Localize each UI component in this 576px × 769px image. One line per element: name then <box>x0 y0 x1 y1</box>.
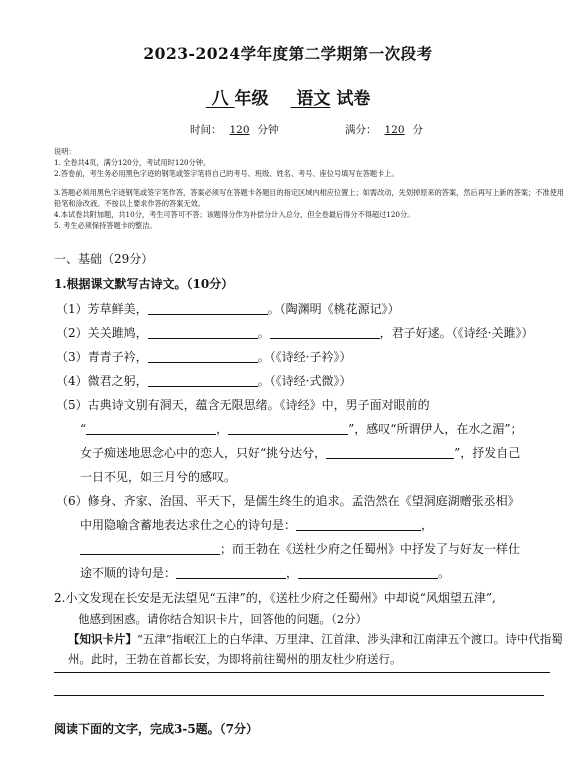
answer-blank[interactable] <box>86 422 216 435</box>
instruction-4: 4.本试卷共附加题，共10分，考生可答可不答；该题得分作为补偿分计入总分，但全卷最后得分不得超过120分。 <box>54 210 415 219</box>
q1-item-3: （3）青青子衿， 。（《诗经·子衿》） <box>56 350 352 364</box>
exam-subtitle <box>0 84 576 109</box>
q1-item-6-line-4: 途不顺的诗句是： ， 。 <box>80 566 451 580</box>
answer-blank[interactable] <box>148 326 258 339</box>
answer-blank[interactable] <box>148 350 258 363</box>
q1-item-5: （5）古典诗文别有洞天，蕴含无限思绪。《诗经》中，男子面对眼前的 <box>56 398 430 412</box>
answer-blank[interactable] <box>148 302 268 315</box>
q1-item-5-line-3: 女子痴迷地思念心中的恋人，只好“挑兮达兮， ”，抒发自己 <box>80 446 521 460</box>
time-value: 120 <box>229 124 250 136</box>
time-info: 时间： 120 分钟 <box>190 124 279 136</box>
instruction-3: 3.答题必须用黑色字迹钢笔或签字笔作答，答案必须写在答题卡各题目的指定区域内相应位置上；如需改动，先划掉原来的答案，然后再写上新的答案；不准使用铅笔和涂改液。不按以上要求作答的答案无效。 <box>54 188 564 208</box>
answer-blank[interactable] <box>148 374 258 387</box>
answer-blank[interactable] <box>298 566 438 579</box>
reading-instruction: 阅读下面的文字，完成3-5题。（7分） <box>54 722 259 736</box>
grade-value: 八 <box>211 89 229 109</box>
answer-blank[interactable] <box>80 542 220 555</box>
question-2-body <box>68 609 568 669</box>
question-1-title: 1.根据课文默写古诗文。（10分） <box>54 277 234 291</box>
knowledge-card-text: “五津”指岷江上的白华津、万里津、江首津、涉头津和江南津五个渡口。诗中代指蜀州。此时，王勃在首都长安，为即将前往蜀州的朋友杜少府送行。 <box>68 632 563 666</box>
instructions <box>54 146 564 231</box>
question-2-prompt: 他感到困惑。请你结合知识卡片，回答他的问题。（2分） <box>78 612 368 626</box>
knowledge-card-label: 【知识卡片】 <box>68 632 137 646</box>
instructions-heading: 说明： <box>54 147 76 156</box>
answer-blank[interactable] <box>326 446 454 459</box>
q1-item-1: （1）芳草鲜美， 。（陶渊明《桃花源记》） <box>56 302 400 316</box>
q1-item-6-line-3: ；而王勃在《送杜少府之任蜀州》中抒发了与好友一样仕 <box>80 540 520 557</box>
score-value: 120 <box>384 124 405 136</box>
subject-suffix: 试卷 <box>336 89 371 109</box>
q1-item-6-line-2: 中用隐喻含蓄地表达求仕之心的诗句是： ， <box>80 518 434 532</box>
knowledge-card <box>68 629 568 669</box>
instruction-5: 5. 考生必须保持答题卡的整洁。 <box>54 221 157 230</box>
answer-blank[interactable] <box>228 422 348 435</box>
q1-item-5-line-4: 一日不见，如三月兮的感叹。 <box>80 470 237 484</box>
score-info: 满分： 120 分 <box>345 124 424 136</box>
answer-blank[interactable] <box>270 326 380 339</box>
q1-item-4: （4）微君之躬， 。（《诗经·式微》） <box>56 374 352 388</box>
q1-item-6: （6）修身、齐家、治国、平天下，是儒生终生的追求。孟浩然在《望洞庭湖赠张丞相》 <box>56 494 520 508</box>
answer-blank[interactable] <box>176 566 286 579</box>
instruction-2: 2.答卷前，考生务必用黑色字迹的钢笔或签字笔将自己的考号、班级、姓名、考号、座位号填写在答题卡上。 <box>54 169 399 178</box>
exam-title: 2023-2024学年度第二学期第一次段考 <box>143 44 433 63</box>
instruction-1: 1. 全卷共4页，满分120分，考试用时120分钟。 <box>54 158 211 167</box>
q1-item-2: （2）关关雎鸠， 。 ，君子好逑。（《诗经·关雎》） <box>56 326 534 340</box>
question-2-title: 2.小文发现在长安是无法望见“五津”的，《送杜少府之任蜀州》中却说“风烟望五津”, <box>54 591 496 605</box>
answer-line[interactable] <box>54 672 550 673</box>
answer-line[interactable] <box>54 695 544 696</box>
subject-value: 语文 <box>296 89 331 109</box>
answer-blank[interactable] <box>296 518 421 531</box>
section-heading: 一、基础（29分） <box>54 252 154 266</box>
q1-item-5-line-2: “ ， ”，感叹“所谓伊人，在水之湄”； <box>80 422 523 436</box>
grade-suffix: 年级 <box>234 89 269 109</box>
